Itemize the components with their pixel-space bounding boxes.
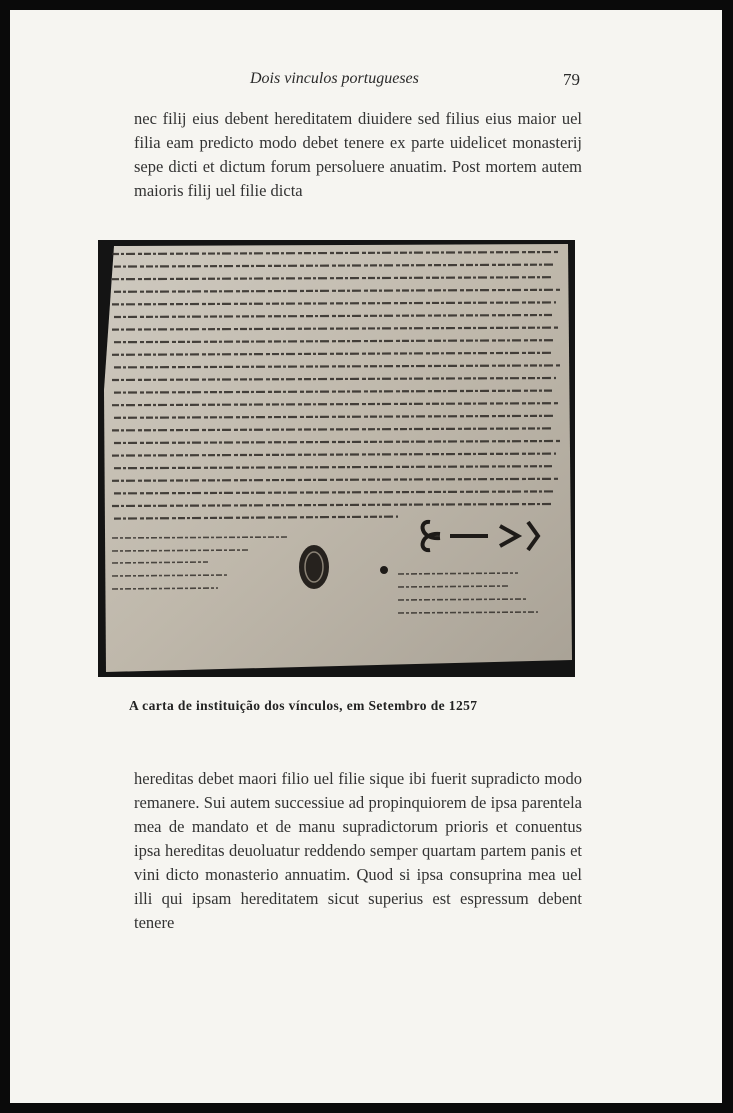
charter-parchment: [98, 240, 575, 677]
figure-caption: A carta de instituição dos vínculos, em Setembro de 1257: [129, 698, 478, 713]
charter-photo: [98, 240, 575, 677]
paragraph-bottom: hereditas debet maori filio uel filie sique ibi fuerit supradicto modo remanere. Sui autem successiue ad propinquiorem de ipsa parentela mea de mandato et de manu supradictorum prioris et conuentus ipsa hereditas deuoluatur reddendo semper quartam partem panis et vini dicto monasterio annuatim. Quod si ipsa consuprina mea uel illi qui ipsam hereditatem sicut superius est espressum debent tenere: [134, 769, 582, 932]
text-top: [134, 107, 582, 203]
page-number: 79: [563, 70, 580, 89]
book-page: [10, 10, 722, 1103]
running-title: Dois vinculos portugueses: [250, 70, 419, 87]
paragraph-top: nec filij eius debent hereditatem diuidere sed filius eius maior uel filia eam predicto modo debet tenere ex parte uidelicet monasterij sepe dicti et dictum forum persoluere anuatim. Post mortem autem maioris filij uel filie dicta: [134, 109, 582, 200]
text-bottom: [134, 767, 582, 935]
